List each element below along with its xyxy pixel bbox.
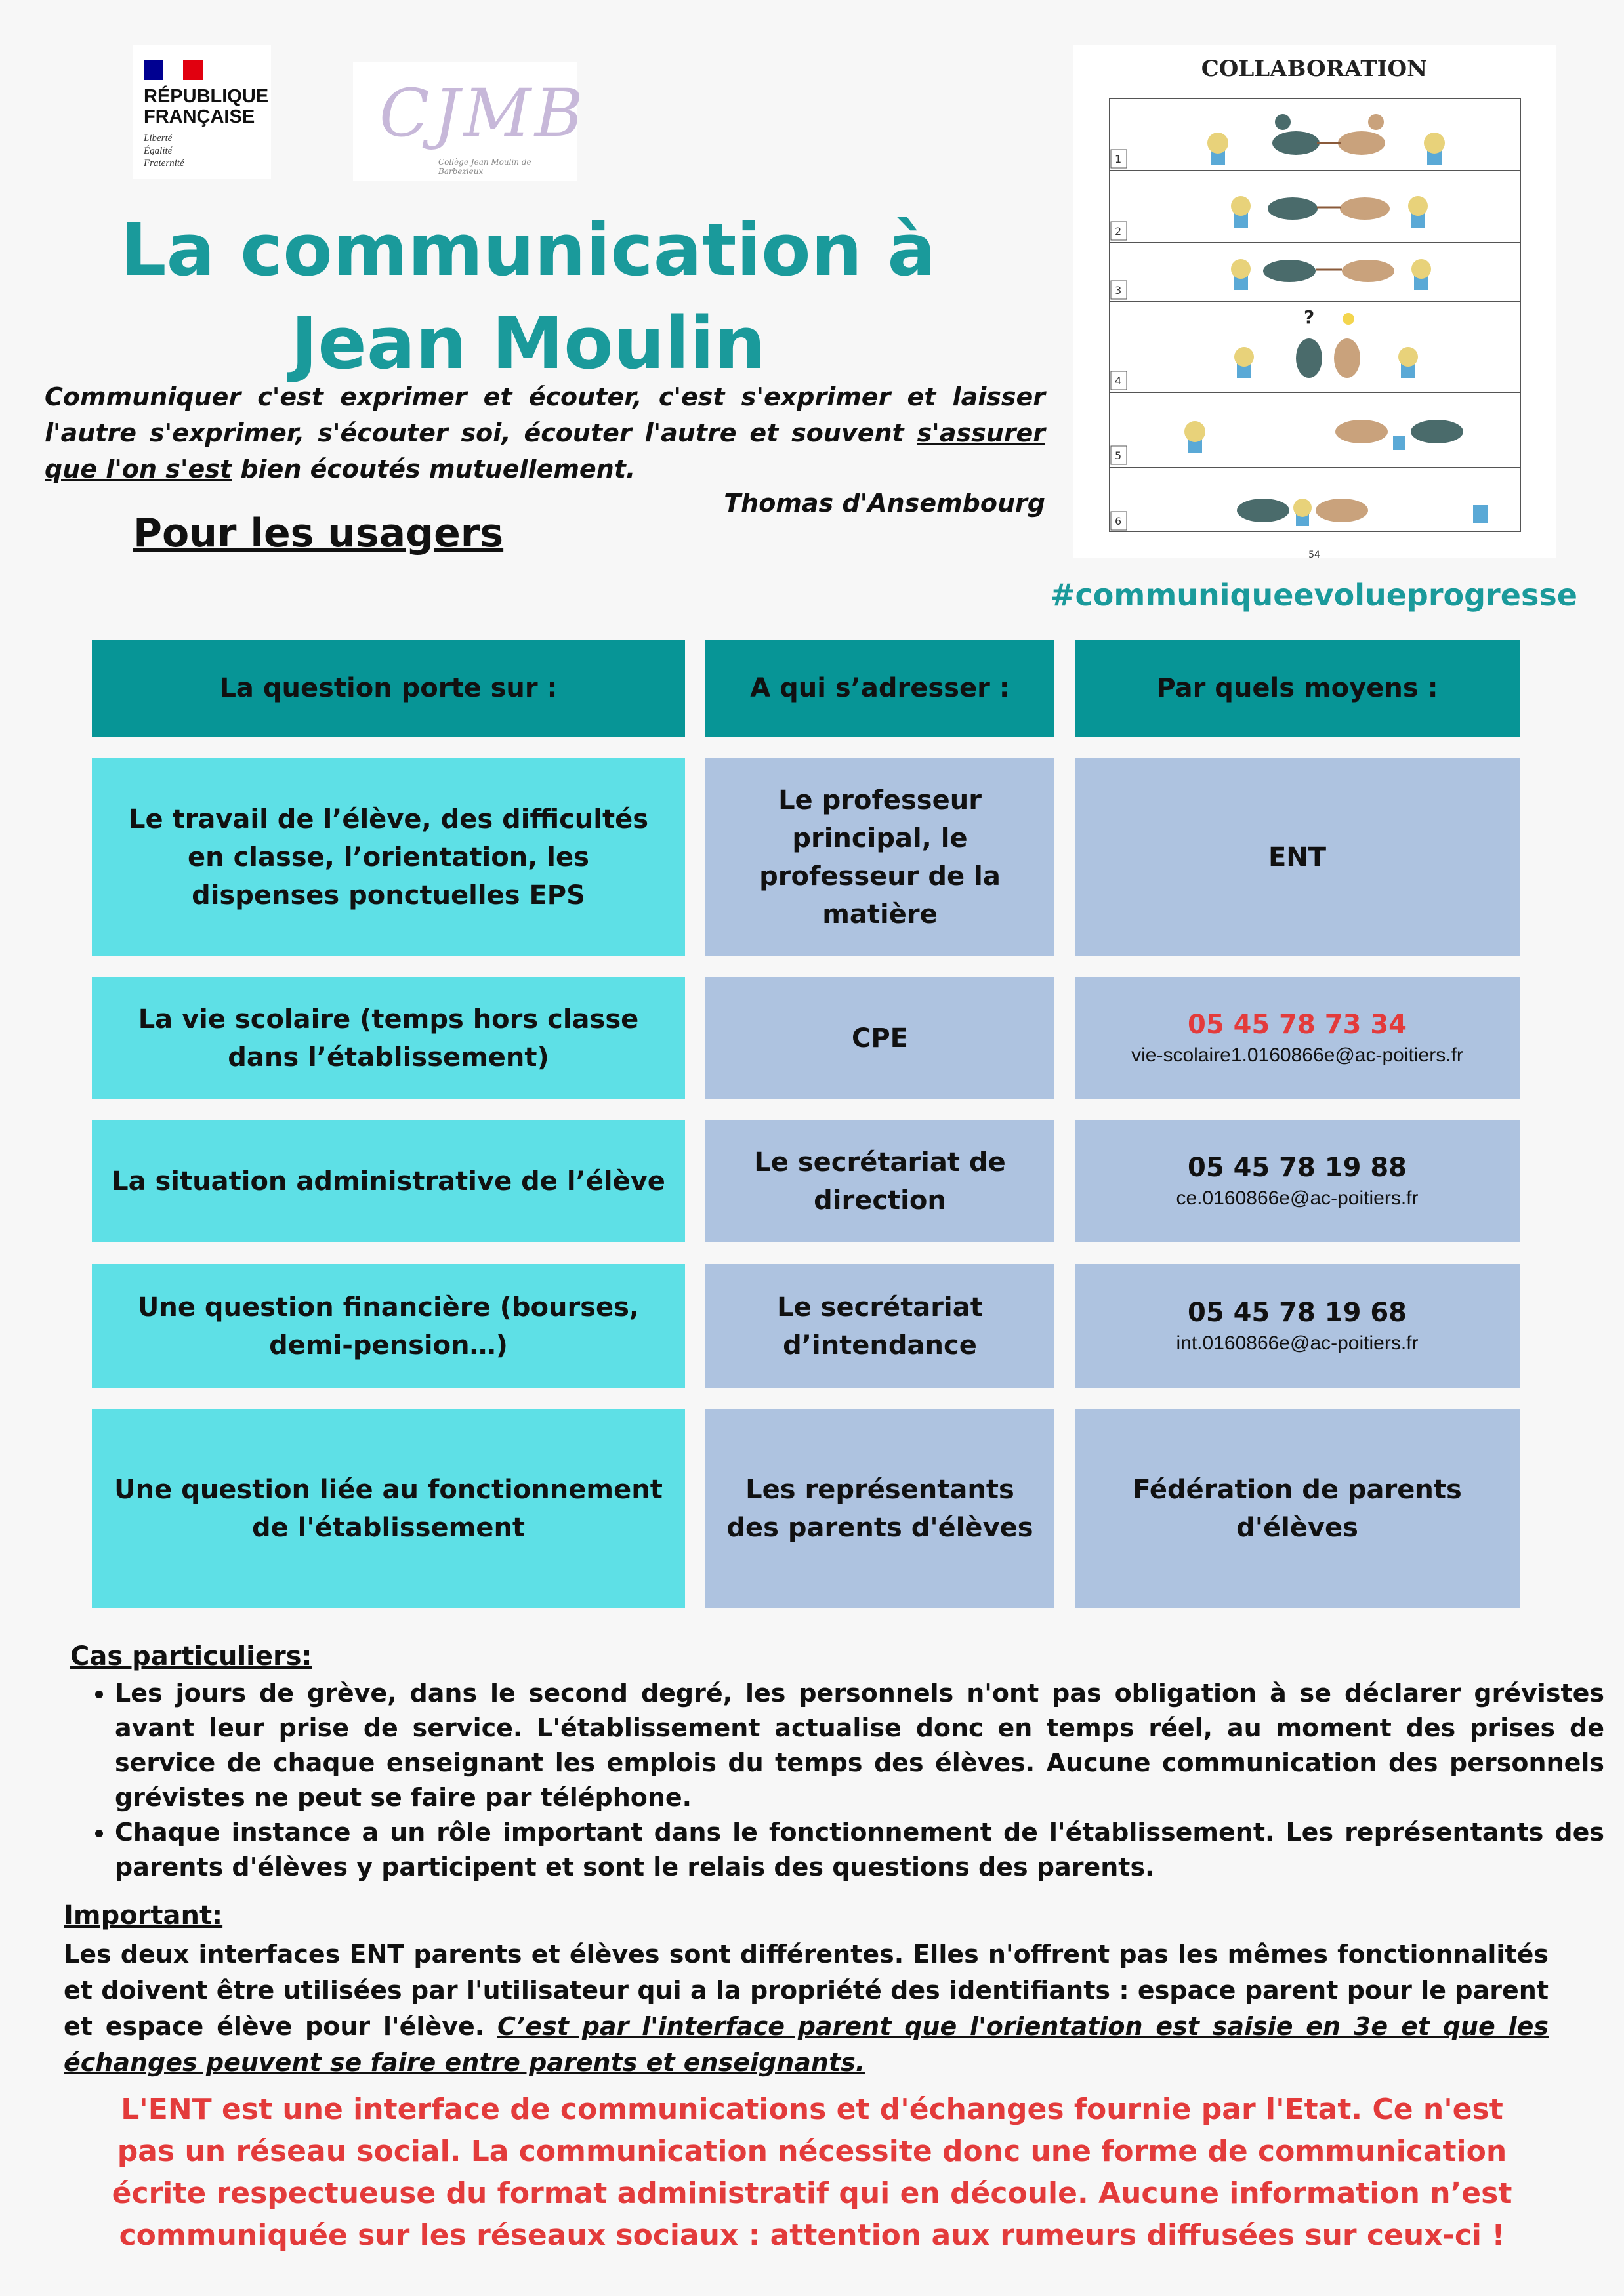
row-3-means bbox=[1075, 1120, 1520, 1242]
college-logo-mark: CJMB bbox=[379, 75, 587, 152]
row-5-means: Fédération de parents d'élèves bbox=[1075, 1409, 1520, 1608]
rf-line1: RÉPUBLIQUE bbox=[144, 86, 269, 107]
cas-particuliers-list bbox=[66, 1676, 1604, 1885]
title-line-2: Jean Moulin bbox=[291, 301, 766, 385]
row-5-contact: Les représentants des parents d'élèves bbox=[705, 1409, 1054, 1608]
donkey-panel-3 bbox=[1231, 259, 1431, 290]
college-logo-subtitle: Collège Jean Moulin de Barbezieux bbox=[438, 157, 531, 176]
quote-part-1: Communiquer c'est exprimer et écouter, c'est s'exprimer et laisser l'autre s'exprimer, s'écouter soi, écouter l'autre et souvent bbox=[45, 382, 1045, 447]
ent-warning: L'ENT est une interface de communications et d'échanges fournie par l'Etat. Ce n'est pas un réseau social. La communication nécessite donc une forme de communication écrite respectueuse du format administratif qui en découle. Aucune information n’est communiquée sur les réseaux sociaux : attention aux rumeurs diffusées sur ceux-ci ! bbox=[112, 2093, 1512, 2252]
quote bbox=[45, 379, 1045, 487]
collaboration-illustration bbox=[1073, 45, 1556, 558]
row-2-means bbox=[1075, 977, 1520, 1099]
collab-page-number: 54 bbox=[1308, 550, 1320, 558]
row-3-contact: Le secrétariat de direction bbox=[705, 1120, 1054, 1242]
row-2-email[interactable]: vie-scolaire1.0160866e@ac-poitiers.fr bbox=[1131, 1044, 1463, 1066]
section-title: Pour les usagers bbox=[133, 510, 504, 556]
important-emphasis: C’est par l'interface parent que l'orientation est saisie en 3e et que les échanges peuvent se faire entre parents et enseignants. bbox=[64, 2012, 1549, 2077]
row-5-question: Une question liée au fonctionnement de l'établissement bbox=[92, 1409, 685, 1608]
important-text bbox=[64, 1937, 1549, 2081]
quote-part-2: bien écoutés mutuellement. bbox=[232, 455, 636, 483]
page-title bbox=[98, 203, 958, 390]
quote-underlined: s'assurer que l'on s'est bbox=[45, 419, 1045, 483]
row-1-contact: Le professeur principal, le professeur de la matière bbox=[705, 758, 1054, 956]
row-2-contact: CPE bbox=[705, 977, 1054, 1099]
cas-item-1: • Les jours de grève, dans le second degré, les personnels n'ont pas obligation à se déclarer grévistes avant leur prise de service. L'établissement actualise donc en temps réel, au moment des prises de service de chaque enseignant les emplois du temps des élèves. Aucune communication des personnels grévistes ne peut se faire par téléphone. bbox=[115, 1676, 1604, 1815]
panel-number-4: 4 bbox=[1115, 375, 1122, 387]
quote-author: Thomas d'Ansembourg bbox=[724, 489, 1045, 518]
donkey-panel-4 bbox=[1234, 306, 1418, 378]
table-header-means: Par quels moyens : bbox=[1075, 640, 1520, 737]
important-body: Les deux interfaces ENT parents et élèves sont différentes. Elles n'offrent pas les mêmes fonctionnalités et doivent être utilisées par l'utilisateur qui a la propriété des identifiants : espace parent pour le parent et espace élève pour l'élève. bbox=[64, 1940, 1549, 2041]
row-2-phone: 05 45 78 73 34 bbox=[1187, 1010, 1407, 1040]
row-3-phone: 05 45 78 19 88 bbox=[1187, 1153, 1407, 1183]
row-1-question: Le travail de l’élève, des difficultés en classe, l’orientation, les dispenses ponctuelles EPS bbox=[92, 758, 685, 956]
svg-text:?: ? bbox=[1304, 306, 1315, 328]
panel-number-6: 6 bbox=[1115, 515, 1122, 527]
row-3-question: La situation administrative de l’élève bbox=[92, 1120, 685, 1242]
row-4-phone: 05 45 78 19 68 bbox=[1187, 1297, 1407, 1328]
hashtag: #communiqueevolueprogresse bbox=[1050, 577, 1577, 613]
table-header-question: La question porte sur : bbox=[92, 640, 685, 737]
french-flag-icon bbox=[144, 60, 203, 80]
rf-motto-3: Fraternité bbox=[144, 158, 184, 169]
college-logo bbox=[353, 62, 587, 181]
panel-number-1: 1 bbox=[1115, 153, 1122, 165]
row-4-email[interactable]: int.0160866e@ac-poitiers.fr bbox=[1176, 1332, 1419, 1354]
row-1-means: ENT bbox=[1075, 758, 1520, 956]
panel-number-3: 3 bbox=[1115, 284, 1122, 297]
donkey-panel-1 bbox=[1207, 114, 1445, 165]
row-4-contact: Le secrétariat d’intendance bbox=[705, 1264, 1054, 1388]
rf-motto-2: Égalité bbox=[144, 146, 173, 156]
row-2-question: La vie scolaire (temps hors classe dans l’établissement) bbox=[92, 977, 685, 1099]
table-header-contact: A qui s’adresser : bbox=[705, 640, 1054, 737]
row-3-email[interactable]: ce.0160866e@ac-poitiers.fr bbox=[1176, 1187, 1419, 1209]
rf-motto-1: Liberté bbox=[144, 133, 173, 144]
collab-title: COLLABORATION bbox=[1201, 56, 1428, 82]
donkey-panel-5 bbox=[1184, 420, 1463, 453]
row-4-question: Une question financière (bourses, demi-pension…) bbox=[92, 1264, 685, 1388]
republique-francaise-logo bbox=[133, 45, 271, 179]
important-title: Important: bbox=[64, 1900, 223, 1931]
donkey-panel-2 bbox=[1231, 196, 1428, 228]
panel-number-2: 2 bbox=[1115, 225, 1122, 237]
cas-particuliers-title: Cas particuliers: bbox=[70, 1641, 312, 1671]
title-line-1: La communication à bbox=[120, 208, 936, 292]
panel-number-5: 5 bbox=[1115, 449, 1122, 462]
donkey-panel-6 bbox=[1237, 499, 1488, 526]
cas-item-2: • Chaque instance a un rôle important dans le fonctionnement de l'établissement. Les représentants des parents d'élèves y participent et sont le relais des questions des parents. bbox=[115, 1815, 1604, 1885]
row-4-means bbox=[1075, 1264, 1520, 1388]
rf-line2: FRANÇAISE bbox=[144, 106, 255, 127]
